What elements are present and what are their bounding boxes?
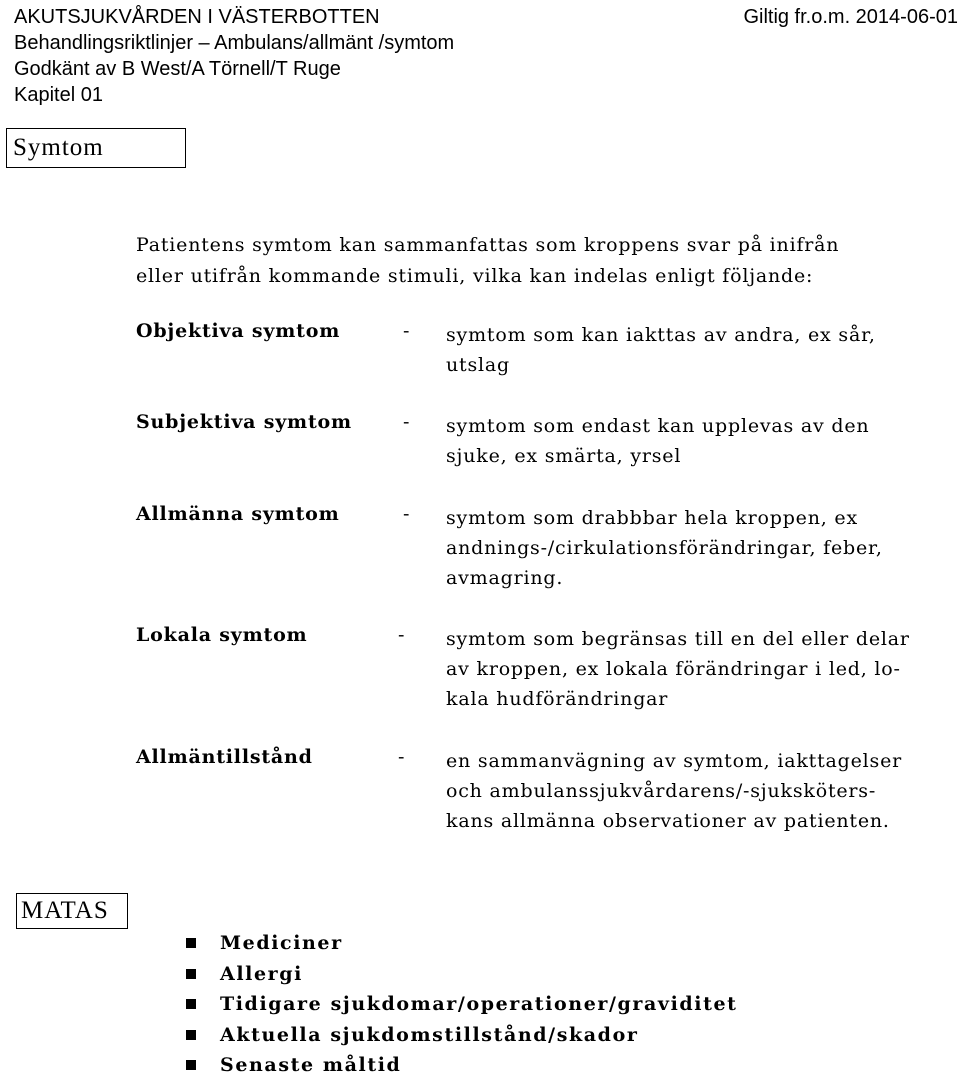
header-guidelines: Behandlingsriktlinjer – Ambulans/allmänt /symtom [14,32,455,54]
definition-line: andnings-/cirkulationsförändringar, feber, [446,537,883,559]
list-item-label: Aktuella sjukdomstillstånd/skador [220,1023,639,1046]
list-item-label: Mediciner [220,932,343,955]
definition-line: och ambulanssjukvårdarens/-sjuksköters- [446,780,877,802]
header-approved-by: Godkänt av B West/A Törnell/T Ruge [14,58,341,80]
definition-dash: - [403,320,411,342]
bullet-square-icon [186,999,196,1009]
definition-line: avmagring. [446,567,564,589]
intro-line: eller utifrån kommande stimuli, vilka kan indelas enligt följande: [136,265,814,287]
list-item-label: Senaste måltid [220,1054,402,1077]
document-header [14,4,958,108]
definition-dash: - [398,746,406,768]
definition-term-general-condition: Allmäntillstånd [136,746,313,768]
definition-dash: - [403,503,411,525]
header-valid-from: Giltig fr.o.m. 2014-06-01 [743,6,958,28]
list-item [186,928,738,959]
bullet-square-icon [186,1030,196,1040]
definition-dash: - [398,624,406,646]
matas-list [186,928,738,1081]
definition-term-general: Allmänna symtom [136,503,340,525]
list-item [186,1050,738,1081]
definition-term-objective: Objektiva symtom [136,320,341,342]
definition-line: utslag [446,354,510,376]
definition-line: kala hudförändringar [446,688,669,710]
definition-line: symtom som drabbbar hela kroppen, ex [446,507,858,529]
definition-line: symtom som endast kan upplevas av den [446,415,870,437]
intro-line: Patientens symtom kan sammanfattas som kroppens svar på inifrån [136,234,840,256]
definition-desc-general-condition [446,746,958,836]
list-item-label: Allergi [220,962,303,985]
bullet-square-icon [186,1060,196,1070]
matas-label: MATAS [16,893,128,929]
list-item [186,1020,738,1051]
bullet-square-icon [186,938,196,948]
definition-line: av kroppen, ex lokala förändringar i led, lo- [446,658,901,680]
chapter-title: Symtom [6,128,186,168]
definition-line: sjuke, ex smärta, yrsel [446,445,682,467]
header-chapter: Kapitel 01 [14,84,103,106]
definition-line: en sammanvägning av symtom, iakttagelser [446,750,903,772]
list-item [186,989,738,1020]
definition-line: kans allmänna observationer av patienten. [446,810,890,832]
definition-term-subjective: Subjektiva symtom [136,411,352,433]
list-item-label: Tidigare sjukdomar/operationer/graviditet [220,993,738,1016]
intro-paragraph [136,230,956,292]
definition-term-local: Lokala symtom [136,624,308,646]
definition-line: symtom som kan iakttas av andra, ex sår, [446,324,876,346]
definition-desc-subjective [446,411,958,471]
bullet-square-icon [186,969,196,979]
definition-desc-local [446,624,958,714]
definition-desc-general [446,503,958,593]
header-org: AKUTSJUKVÅRDEN I VÄSTERBOTTEN [14,6,380,28]
definition-line: symtom som begränsas till en del eller delar [446,628,910,650]
list-item [186,959,738,990]
definition-dash: - [403,411,411,433]
definition-desc-objective [446,320,958,380]
